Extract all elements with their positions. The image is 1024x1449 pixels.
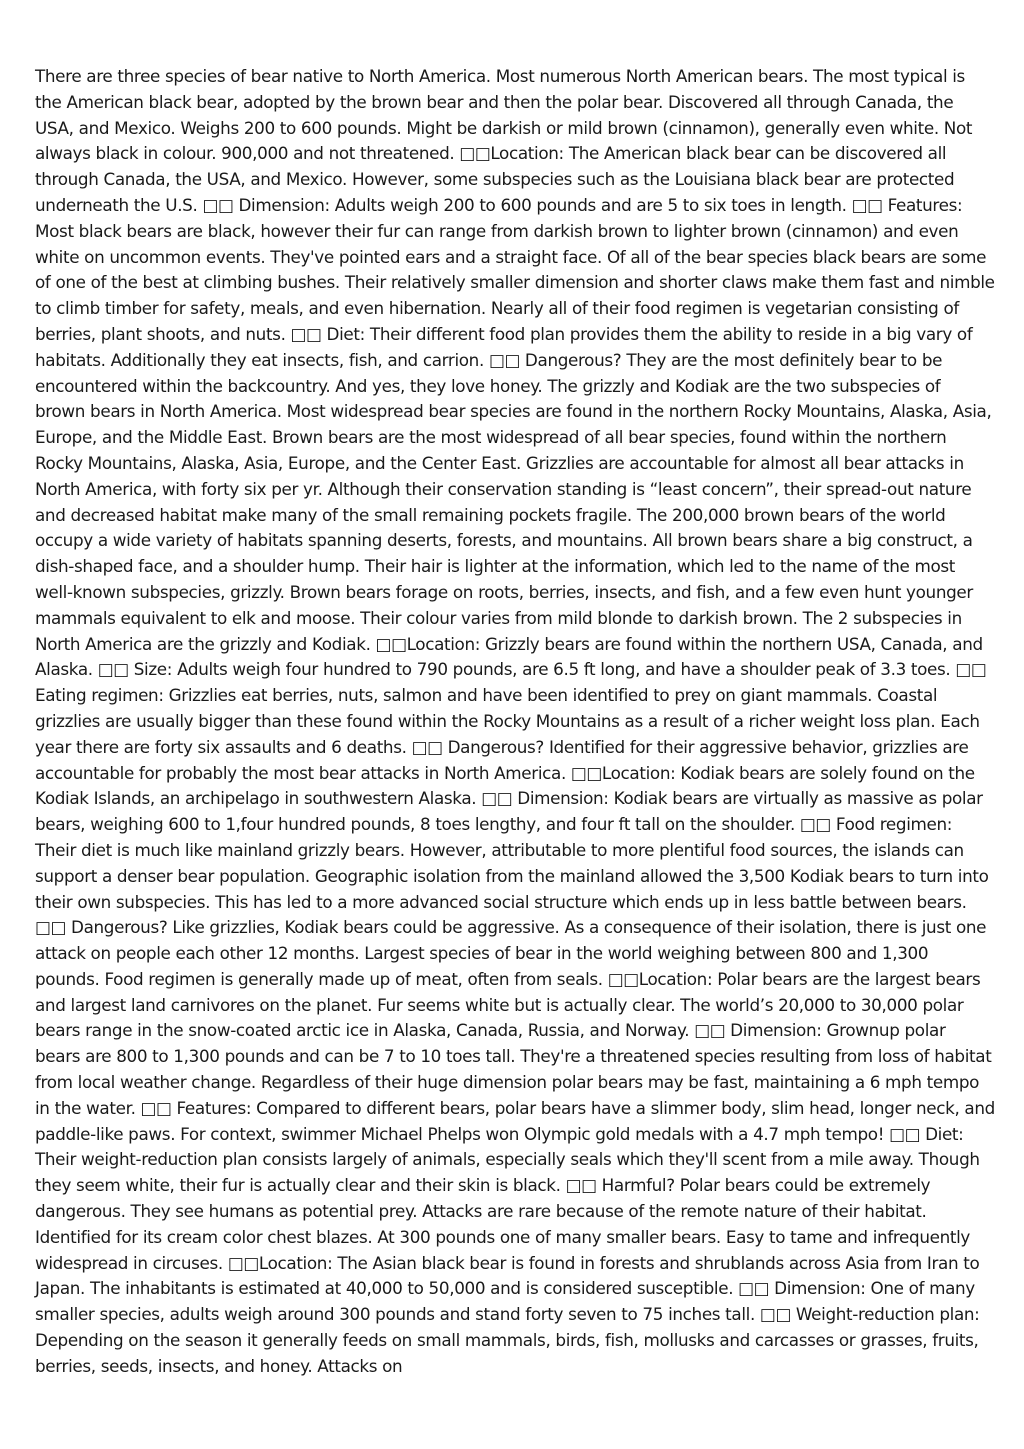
article-body-text: There are three species of bear native to North America. Most numerous North American bears. The most typical is the American black bear, adopted by the brown bear and then the polar bear. Discovered all through Canada, the USA, and Mexico. Weighs 200 to 600 pounds. Might be darkish or mild brown (cinnamon), generally even white. Not always black in colour. 900,000 and not threatened. □□Location: The American black bear can be discovered all through Canada, the USA, and Mexico. However, some subspecies such as the Louisiana black bear are protected underneath the U.S. □□ Dimension: Adults weigh 200 to 600 pounds and are 5 to six toes in length. □□ Features: Most black bears are black, however their fur can range from darkish brown to lighter brown (cinnamon) and even white on uncommon events. They've pointed ears and a straight face. Of all of the bear species black bears are some of one of the best at climbing bushes. Their relatively smaller dimension and shorter claws make them fast and nimble to climb timber for safety, meals, and even hibernation. Nearly all of their food regimen is vegetarian consisting of berries, plant shoots, and nuts. □□ Diet: Their different food plan provides them the ability to reside in a big vary of habitats. Additionally they eat insects, fish, and carrion. □□ Dangerous? They are the most definitely bear to be encountered within the backcountry. And yes, they love honey. The grizzly and Kodiak are the two subspecies of brown bears in North America. Most widespread bear species are found in the northern Rocky Mountains, Alaska, Asia, Europe, and the Middle East. Brown bears are the most widespread of all bear species, found within the northern Rocky Mountains, Alaska, Asia, Europe, and the Center East. Grizzlies are accountable for almost all bear attacks in North America, with forty six per yr. Although their conservation standing is “least concern”, their spread-out nature and decreased habitat make many of the small remaining pockets fragile. The 200,000 brown bears of the world occupy a wide variety of habitats spanning deserts, forests, and mountains. All brown bears share a big construct, a dish-shaped face, and a shoulder hump. Their hair is lighter at the information, which led to the name of the most well-known subspecies, grizzly. Brown bears forage on roots, berries, insects, and fish, and a few even hunt younger mammals equivalent to elk and moose. Their colour varies from mild blonde to darkish brown. The 2 subspecies in North America are the grizzly and Kodiak. □□Location: Grizzly bears are found within the northern USA, Canada, and Alaska. □□ Size: Adults weigh four hundred to 790 pounds, are 6.5 ft long, and have a shoulder peak of 3.3 toes. □□ Eating regimen: Grizzlies eat berries, nuts, salmon and have been identified to prey on giant mammals. Coastal grizzlies are usually bigger than these found within the Rocky Mountains as a result of a richer weight loss plan. Each year there are forty six assaults and 6 deaths. □□ Dangerous? Identified for their aggressive behavior, grizzlies are accountable for probably the most bear attacks in North America. □□Location: Kodiak bears are solely found on the Kodiak Islands, an archipelago in southwestern Alaska. □□ Dimension: Kodiak bears are virtually as massive as polar bears, weighing 600 to 1,four hundred pounds, 8 toes lengthy, and four ft tall on the shoulder. □□ Food regimen: Their diet is much like mainland grizzly bears. However, attributable to more plentiful food sources, the islands can support a denser bear population. Geographic isolation from the mainland allowed the 3,500 Kodiak bears to turn into their own subspecies. This has led to a more advanced social structure which ends up in less battle between bears. □□ Dangerous? Like grizzlies, Kodiak bears could be aggressive. As a consequence of their isolation, there is just one attack on people each other 12 months. Largest species of bear in the world weighing between 800 and 1,300 pounds. Food regimen is generally made up of meat, often from seals. □□Location: Polar bears are the largest bears and largest land carnivores on the planet. Fur seems white but is actually clear. The world’s 20,000 to 30,000 polar bears range in the snow-coated arctic ice in Alaska, Canada, Russia, and Norway. □□ Dimension: Grownup polar bears are 800 to 1,300 pounds and can be 7 to 10 toes tall. They're a threatened species resulting from loss of habitat from local weather change. Regardless of their huge dimension polar bears may be fast, maintaining a 6 mph tempo in the water. □□ Features: Compared to different bears, polar bears have a slimmer body, slim head, longer neck, and paddle-like paws. For context, swimmer Michael Phelps won Olympic gold medals with a 4.7 mph tempo! □□ Diet: Their weight-reduction plan consists largely of animals, especially seals which they'll scent from a mile away. Though they seem white, their fur is actually clear and their skin is black. □□ Harmful? Polar bears could be extremely dangerous. They see humans as potential prey. Attacks are rare because of the remote nature of their habitat. Identified for its cream color chest blazes. At 300 pounds one of many smaller bears. Easy to tame and infrequently widespread in circuses. □□Location: The Asian black bear is found in forests and shrublands across Asia from Iran to Japan. The inhabitants is estimated at 40,000 to 50,000 and is considered susceptible. □□ Dimension: One of many smaller species, adults weigh around 300 pounds and stand forty seven to 75 inches tall. □□ Weight-reduction plan: Depending on the season it generally feeds on small mammals, birds, fish, mollusks and carcasses or grasses, fruits, berries, seeds, insects, and honey. Attacks on — [35, 66, 995, 1376]
